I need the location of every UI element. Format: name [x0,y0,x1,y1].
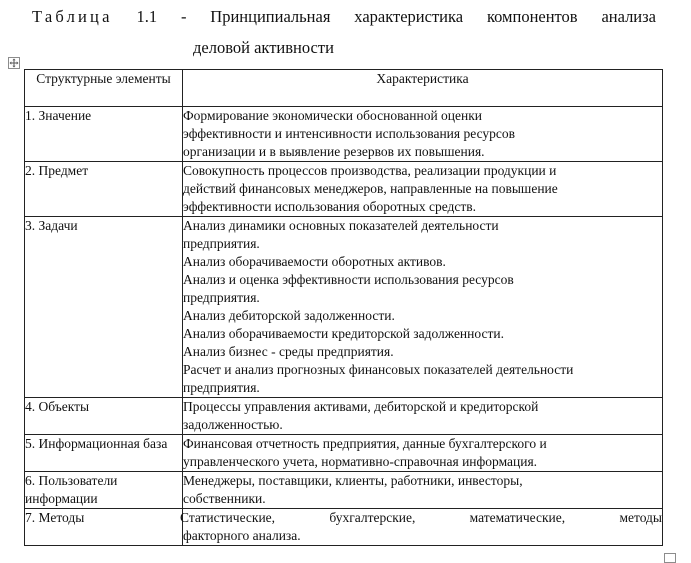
table-caption [32,6,656,28]
row-element-name: 7. Методы [25,509,183,546]
row-element-name: 2. Предмет [25,162,183,217]
table-row [25,162,663,217]
caption-word: характеристика [354,7,464,26]
description-line: Анализ динамики основных показателей деятельности [183,218,499,233]
caption-word: компонентов [486,7,578,26]
row-description [183,162,663,217]
description-line: Анализ бизнес - среды предприятия. [183,344,394,359]
characteristics-table [24,69,663,546]
move-arrows-icon [9,58,19,68]
row-description [183,398,663,435]
description-line: Финансовая отчетность предприятия, данные бухгалтерского и [183,436,547,451]
row-description [180,509,663,546]
row-element-name: 1. Значение [25,107,183,162]
row-description [183,435,663,472]
header-structural-elements: Структурные элементы [25,70,183,107]
table-header-row [25,70,663,107]
description-word: математические, [469,510,566,525]
table-row [25,435,663,472]
row-element-name: 6. Пользователи информации [25,472,183,509]
description-line: Анализ оборачиваемости оборотных активов. [183,254,446,269]
description-line: эффективности использования оборотных средств. [183,199,477,214]
caption-label: Таблица [32,7,113,26]
caption-dash: - [180,7,187,26]
row-element-name: 3. Задачи [25,217,183,398]
description-line: Совокупность процессов производства, реализации продукции и [183,163,557,178]
row-element-name: 4. Объекты [25,398,183,435]
description-line: задолженностью. [183,417,283,432]
description-line: предприятия. [183,290,260,305]
description-line: факторного анализа. [183,528,301,543]
resize-square-icon[interactable] [664,553,676,563]
row-element-name: 5. Информационная база [25,435,183,472]
description-word: Статистические, [180,510,276,525]
description-line: действий финансовых менеджеров, направленные на повышение [183,181,558,196]
header-characteristic: Характеристика [183,70,663,107]
table-move-handle[interactable] [8,57,20,69]
description-line: Анализ оборачиваемости кредиторской задолженности. [183,326,504,341]
description-line: собственники. [183,491,266,506]
description-justified-line [180,509,662,527]
description-line: Процессы управления активами, дебиторской и кредиторской [183,399,539,414]
caption-word: анализа [601,7,656,26]
description-line: Расчет и анализ прогнозных финансовых показателей деятельности [183,362,574,377]
description-line: Анализ и оценка эффективности использования ресурсов [183,272,514,287]
row-description [183,217,663,398]
caption-word: Принципиальная [210,7,331,26]
description-line: Менеджеры, поставщики, клиенты, работники, инвесторы, [183,473,523,488]
description-line: Формирование экономически обоснованной оценки [183,108,483,123]
table-row [25,217,663,398]
table-row [25,472,663,509]
table-row [25,398,663,435]
description-line: предприятия. [183,380,260,395]
table-row [25,107,663,162]
description-word: бухгалтерские, [329,510,416,525]
description-line: предприятия. [183,236,260,251]
description-line: Анализ дебиторской задолженности. [183,308,395,323]
row-description [183,472,663,509]
description-line: эффективности и интенсивности использования ресурсов [183,126,516,141]
description-word: методы [619,510,662,525]
caption-title-line2: деловой активности [193,38,334,57]
description-line: управленческого учета, нормативно-справочная информация. [183,454,538,469]
description-line: организации и в выявление резервов их повышения. [183,144,485,159]
table-row [25,509,663,546]
caption-number: 1.1 [136,7,158,26]
row-description [183,107,663,162]
